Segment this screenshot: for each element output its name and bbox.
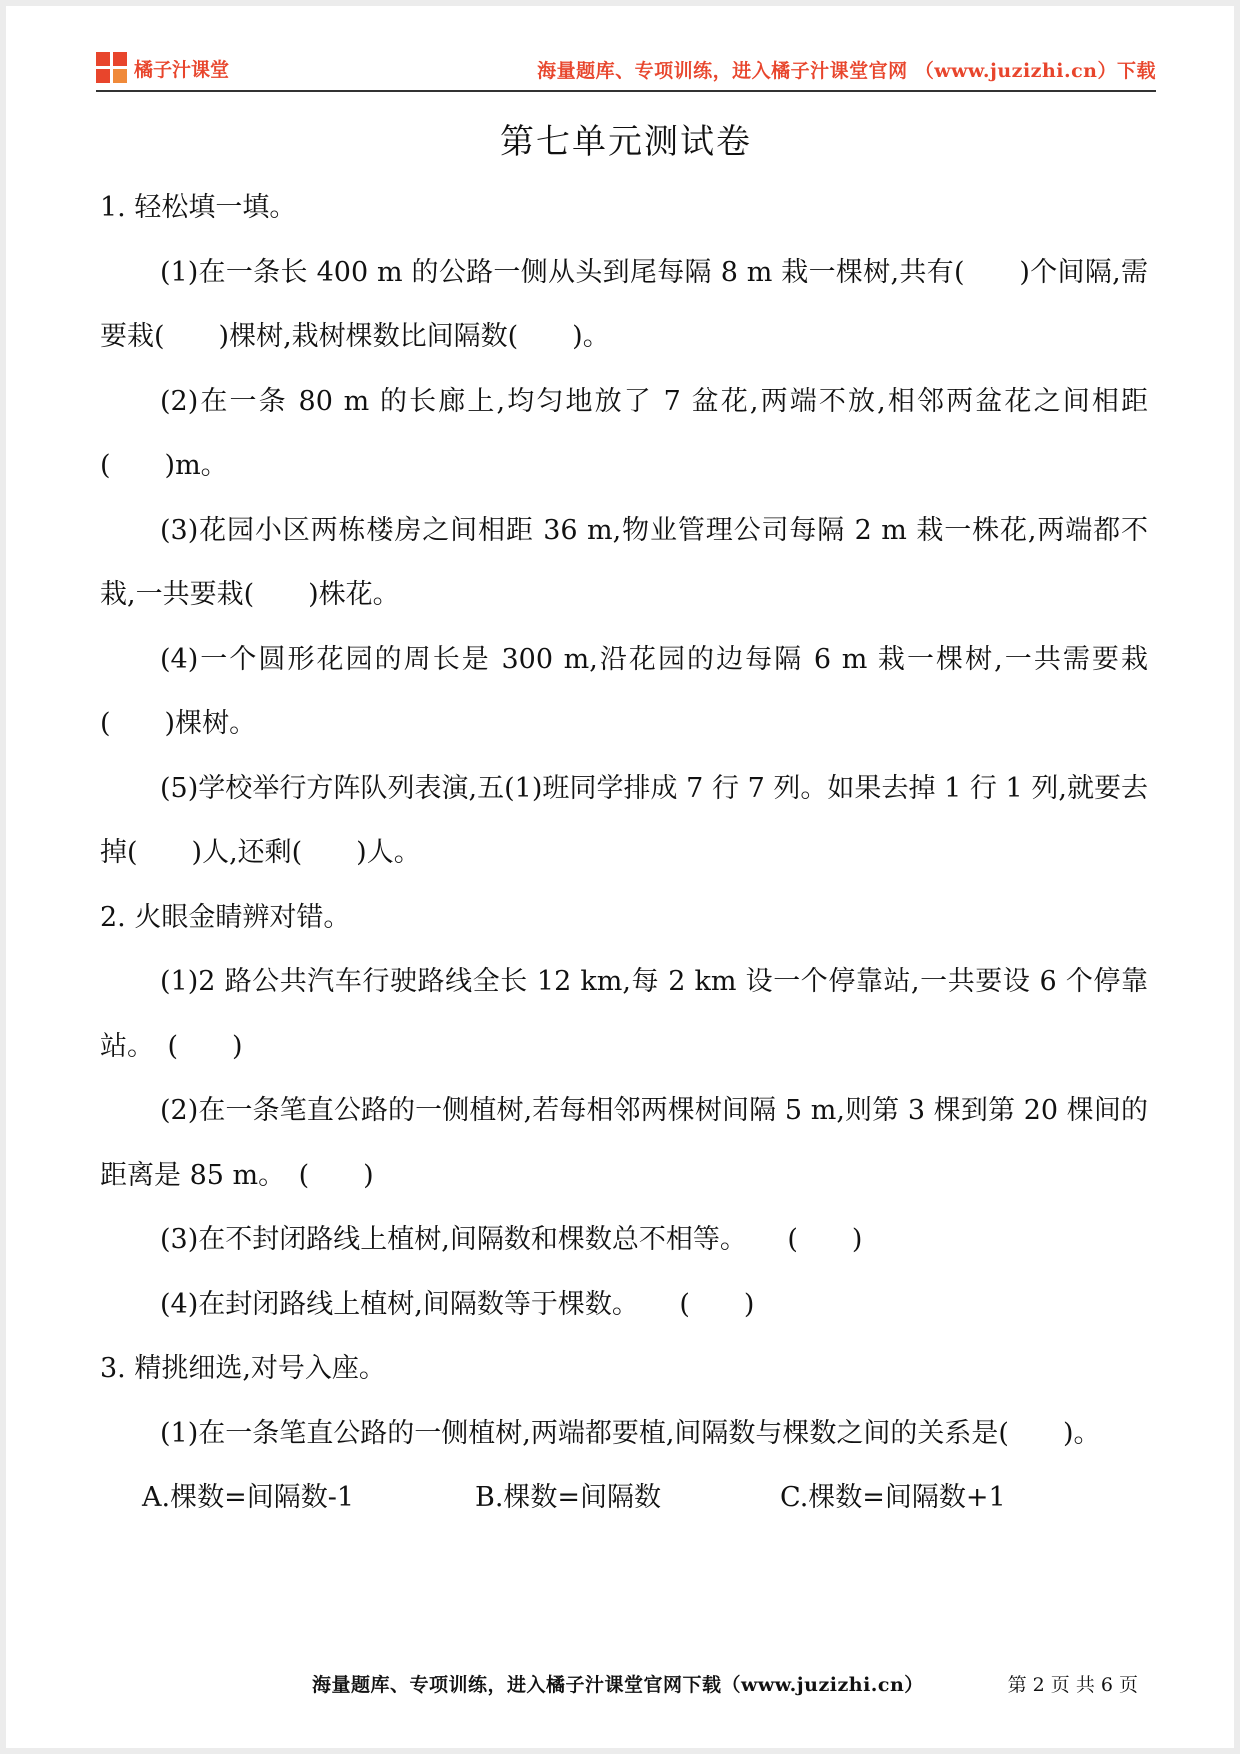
header [96, 46, 1156, 90]
question-content [100, 176, 1148, 1531]
question-item: (2)在一条 80 m 的长廊上,均匀地放了 7 盆花,两端不放,相邻两盆花之间相距( )m。 [100, 385, 1148, 481]
option-b: B.棵数=间隔数 [475, 1482, 662, 1513]
question-item: (5)学校举行方阵队列表演,五(1)班同学排成 7 行 7 列。如果去掉 1 行 1 列,就要去掉( )人,还剩( )人。 [100, 772, 1148, 868]
question-item: (1)在一条笔直公路的一侧植树,两端都要植,间隔数与棵数之间的关系是( )。 [160, 1417, 1101, 1449]
question-item: (2)在一条笔直公路的一侧植树,若每相邻两棵树间隔 5 m,则第 3 棵到第 20 棵间的距离是 85 m。 ( ) [100, 1095, 1148, 1191]
section-heading-3: 3. 精挑细选,对号入座。 [100, 1353, 386, 1384]
section-heading-2: 2. 火眼金睛辨对错。 [100, 901, 351, 933]
question-item: (4)在封闭路线上植树,间隔数等于棵数。 ( ) [160, 1288, 755, 1320]
page [6, 6, 1234, 1748]
question-item: (1)在一条长 400 m 的公路一侧从头到尾每隔 8 m 栽一棵树,共有( )个间隔,需要栽( )棵树,栽树棵数比间隔数( )。 [100, 256, 1148, 352]
page-title: 第七单元测试卷 [500, 122, 752, 162]
logo [96, 52, 229, 84]
option-a: A.棵数=间隔数-1 [142, 1482, 355, 1513]
option-c: C.棵数=间隔数+1 [780, 1482, 1006, 1513]
question-item: (4)一个圆形花园的周长是 300 m,沿花园的边每隔 6 m 栽一棵树,一共需要栽( )棵树。 [100, 643, 1148, 739]
answer-options [100, 1466, 1148, 1531]
footer-text: 海量题库、专项训练，进入橘子汁课堂官网下载（www.juzizhi.cn） [312, 1674, 924, 1696]
logo-icon [96, 52, 128, 84]
question-item: (3)在不封闭路线上植树,间隔数和棵数总不相等。 ( ) [160, 1224, 863, 1255]
logo-text: 橘子汁课堂 [134, 58, 230, 81]
page-number: 第 2 页 共 6 页 [1007, 1674, 1138, 1696]
section-heading-1: 1. 轻松填一填。 [100, 192, 297, 223]
question-item: (3)花园小区两栋楼房之间相距 36 m,物业管理公司每隔 2 m 栽一株花,两端都不栽,一共要栽( )株花。 [100, 514, 1148, 610]
header-tagline: 海量题库、专项训练，进入橘子汁课堂官网 （www.juzizhi.cn）下载 [537, 60, 1156, 82]
question-item: (1)2 路公共汽车行驶路线全长 12 km,每 2 km 设一个停靠站,一共要设 6 个停靠站。 ( ) [100, 966, 1148, 1062]
header-divider [96, 90, 1156, 92]
